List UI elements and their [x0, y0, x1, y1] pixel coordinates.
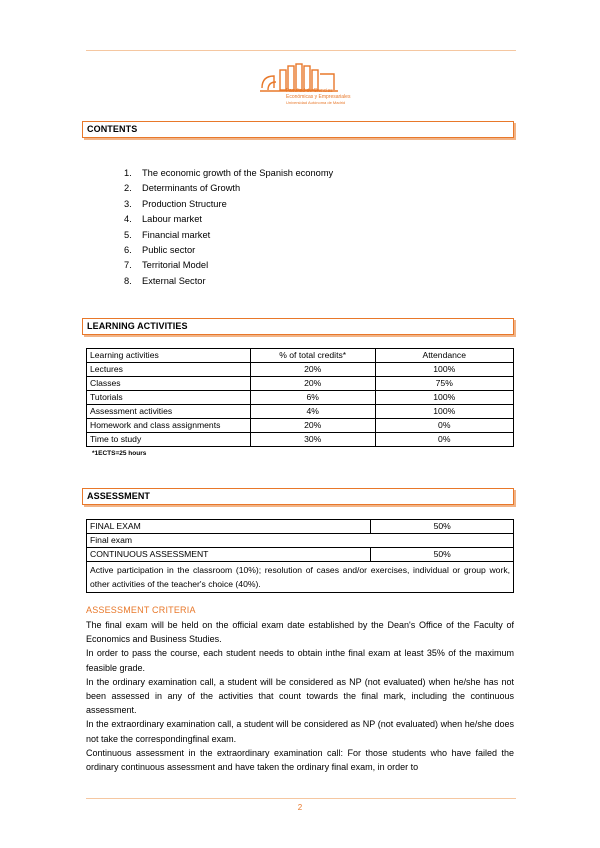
item-number: 7.	[124, 260, 132, 271]
item-number: 2.	[124, 183, 132, 194]
table-cell: Classes	[87, 377, 251, 391]
table-cell: 6%	[250, 391, 375, 405]
paragraph: The final exam will be held on the official exam date established by the Dean's Office of the Faculty of Economics and Business Studies.	[86, 620, 514, 645]
table-row	[87, 548, 514, 562]
list-item	[124, 166, 333, 181]
table-row	[87, 562, 514, 593]
column-header: % of total credits*	[250, 349, 375, 363]
table-cell: 100%	[375, 405, 513, 419]
learning-activities-table	[86, 348, 514, 447]
table-row	[87, 433, 514, 447]
table-cell: 30%	[250, 433, 375, 447]
footer-rule	[86, 798, 516, 799]
table-cell: 4%	[250, 405, 375, 419]
list-item	[124, 181, 333, 196]
item-label: The economic growth of the Spanish economy	[142, 168, 334, 178]
table-cell: 100%	[375, 391, 513, 405]
logo-line: Universidad Autónoma de Madrid	[286, 100, 346, 105]
item-label: Labour market	[142, 214, 202, 225]
list-item	[124, 212, 333, 227]
logo-caption	[286, 88, 356, 106]
contents-heading: CONTENTS	[82, 121, 514, 138]
list-item	[124, 228, 333, 243]
item-label: Territorial Model	[142, 260, 209, 271]
table-cell: Lectures	[87, 363, 251, 377]
table-row	[87, 534, 514, 548]
continuous-assessment-percentage: 50%	[371, 548, 514, 562]
item-number: 4.	[124, 214, 132, 225]
table-cell: Assessment activities	[87, 405, 251, 419]
item-number: 6.	[124, 244, 132, 255]
paragraph: In the ordinary examination call, a student will be considered as NP (not evaluated) when he/she has not been assessed in any of the activities that count towards the final mark, including the continuous assessment.	[86, 676, 514, 716]
table-cell: Homework and class assignments	[87, 419, 251, 433]
table-cell: 20%	[250, 377, 375, 391]
table-row	[87, 391, 514, 405]
table-row	[87, 520, 514, 534]
ects-footnote: *1ECTS=25 hours	[92, 450, 147, 457]
table-cell: Tutorials	[87, 391, 251, 405]
table-cell: 0%	[375, 433, 513, 447]
logo-line: Facultad de Ciencias	[286, 88, 333, 94]
logo-line: Económicas y Empresariales	[286, 94, 351, 100]
final-exam-description: Final exam	[87, 534, 514, 548]
list-item	[124, 258, 333, 273]
header-rule	[86, 50, 516, 51]
assessment-heading: ASSESSMENT	[82, 488, 514, 505]
list-item	[124, 197, 333, 212]
table-header-row	[87, 349, 514, 363]
column-header: Learning activities	[87, 349, 251, 363]
continuous-assessment-label: CONTINUOUS ASSESSMENT	[87, 548, 371, 562]
continuous-assessment-description: Active participation in the classroom (10%); resolution of cases and/or exercises, individual or group work, other activities of the teacher's choice (40%).	[87, 562, 514, 593]
list-item	[124, 243, 333, 258]
table-cell: 20%	[250, 419, 375, 433]
item-number: 1.	[124, 168, 132, 178]
item-label: Determinants of Growth	[142, 183, 241, 194]
table-cell: Time to study	[87, 433, 251, 447]
table-cell: 75%	[375, 377, 513, 391]
item-label: Production Structure	[142, 198, 227, 209]
table-row	[87, 377, 514, 391]
list-item	[124, 274, 333, 289]
learning-activities-heading: LEARNING ACTIVITIES	[82, 318, 514, 335]
page-number: 2	[297, 803, 303, 812]
item-number: 3.	[124, 198, 132, 209]
assessment-criteria-text	[86, 618, 514, 774]
paragraph: Continuous assessment in the extraordinary examination call: For those students who have failed the ordinary continuous assessment and have taken the ordinary final exam, in order to	[86, 747, 514, 773]
final-exam-percentage: 50%	[371, 520, 514, 534]
column-header: Attendance	[375, 349, 513, 363]
table-row	[87, 419, 514, 433]
table-row	[87, 363, 514, 377]
contents-list	[124, 166, 333, 289]
assessment-table	[86, 519, 514, 593]
item-label: Public sector	[142, 244, 196, 255]
table-cell: 20%	[250, 363, 375, 377]
item-label: External Sector	[142, 275, 206, 286]
assessment-criteria-title: ASSESSMENT CRITERIA	[86, 605, 196, 615]
item-number: 5.	[124, 229, 132, 240]
final-exam-label: FINAL EXAM	[87, 520, 371, 534]
item-label: Financial market	[142, 229, 211, 240]
item-number: 8.	[124, 275, 132, 286]
table-cell: 100%	[375, 363, 513, 377]
table-row	[87, 405, 514, 419]
table-cell: 0%	[375, 419, 513, 433]
paragraph: In the extraordinary examination call, a student will be considered as NP (not evaluated) when he/she does not take the correspondingfinal exam.	[86, 719, 514, 744]
paragraph: In order to pass the course, each student needs to obtain inthe final exam at least 35% of the maximum feasible grade.	[86, 648, 514, 673]
